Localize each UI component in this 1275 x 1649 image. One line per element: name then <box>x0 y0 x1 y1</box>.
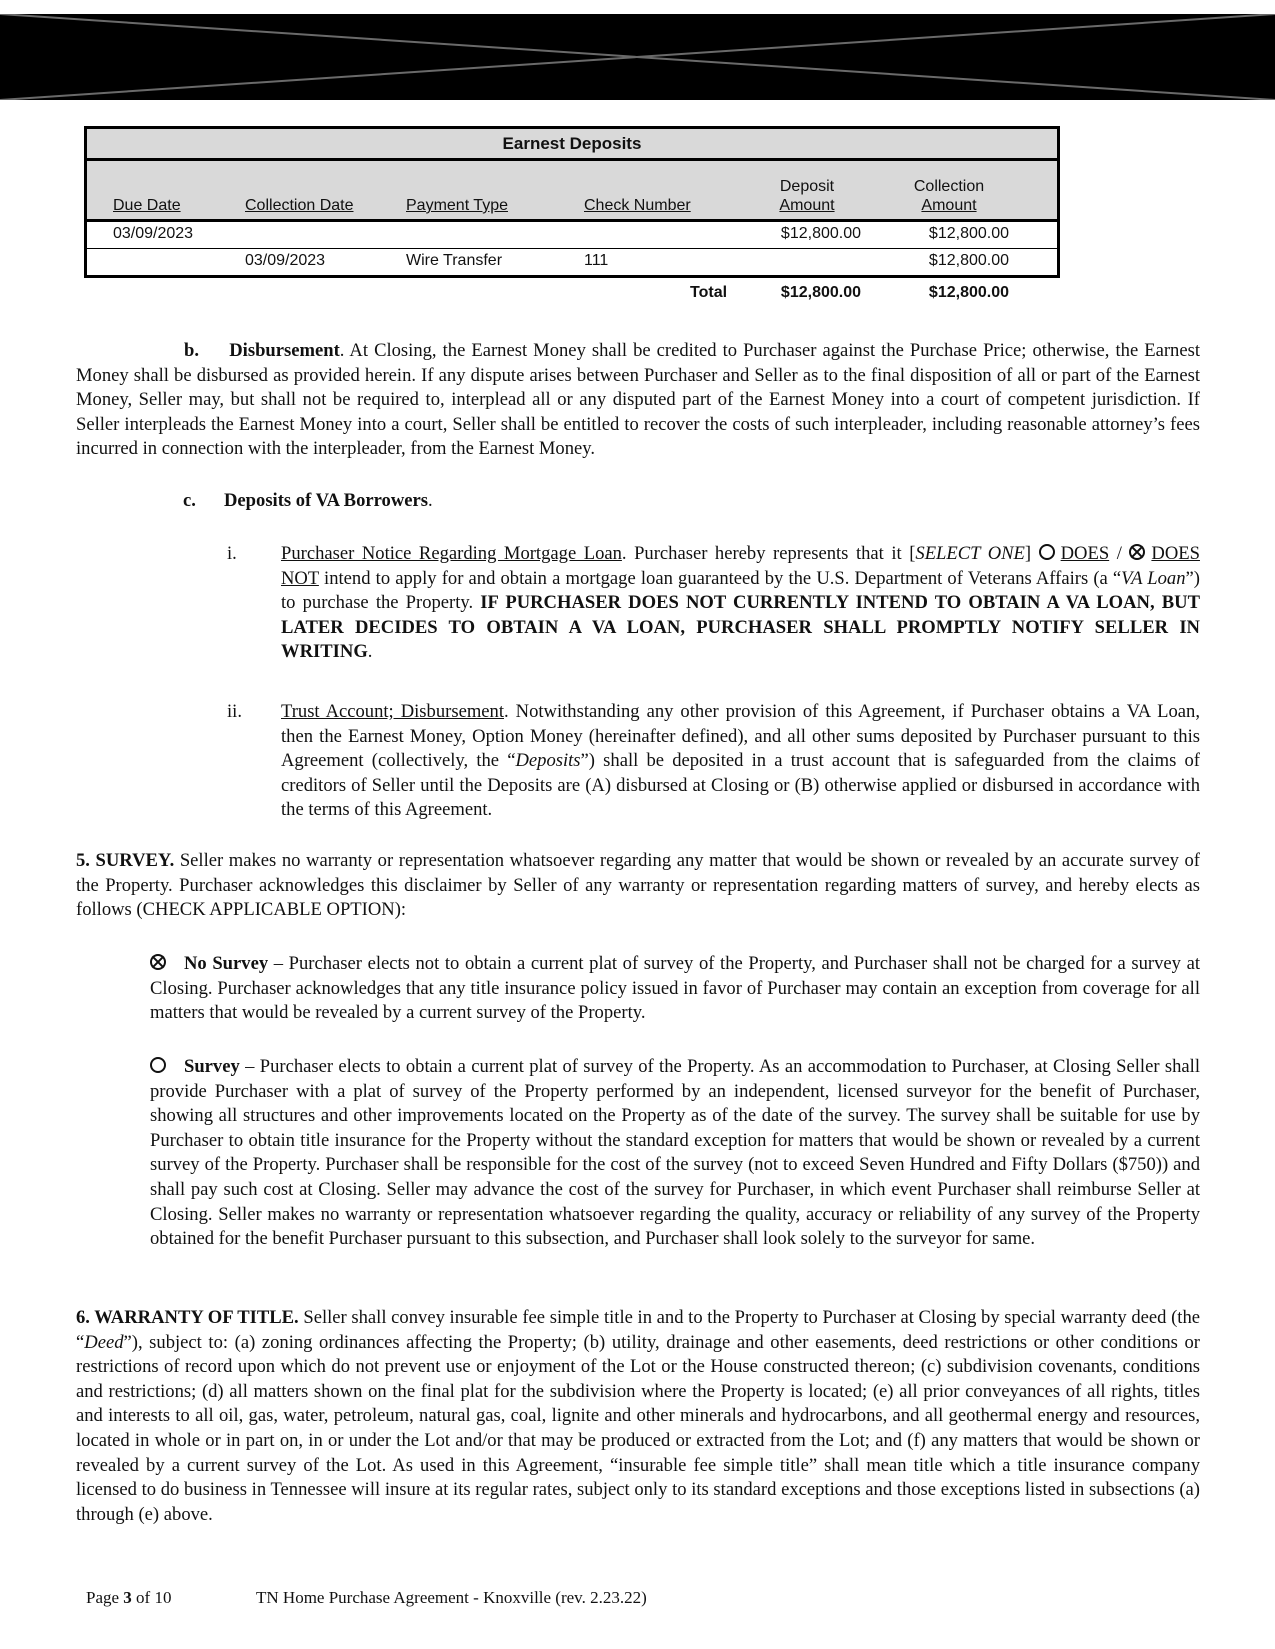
no-survey-radio-checked[interactable] <box>150 954 166 970</box>
section-b-heading: Disbursement <box>229 340 340 361</box>
section-b-text: . At Closing, the Earnest Money shall be credited to Purchaser against the Purchase Price; otherwise, the Earnest Money shall be disbursed as provided herein. If any dispute arises between Purchaser and Seller as to the final disposition of all or part of the Earnest Money, Seller may, but shall not be required to, interplead all or any disputed part of the Earnest Money into a court of competent jurisdiction. If Seller interpleads the Earnest Money into a court, Seller shall be entitled to recover the costs of such interpleader, including reasonable attorney’s fees incurred in connection with the interpleader, from the Earnest Money. <box>76 340 1200 460</box>
page-footer <box>86 1588 647 1608</box>
col-due-date: Due Date <box>113 197 181 214</box>
col-collection-date: Collection Date <box>245 197 354 214</box>
col-deposit-amount: Deposit Amount <box>779 178 835 214</box>
table-total-row <box>84 278 1060 308</box>
section-5-heading: 5. SURVEY. <box>76 850 175 871</box>
section-c-heading: Deposits of VA Borrowers. <box>224 490 433 511</box>
total-label: Total <box>690 284 728 301</box>
cell-payment-type: Wire Transfer <box>406 252 503 269</box>
cell-due-date: 03/09/2023 <box>113 225 194 242</box>
survey-radio[interactable] <box>150 1057 166 1073</box>
item-ii-trust-account: Trust Account; Disbursement. Notwithstanding any other provision of this Agreement, if Purchaser obtains a VA Loan, then the Earnest Money, Option Money (hereinafter defined), and all other sums deposited by Purchaser pursuant to this Agreement (collectively, the “Deposits”) shall be deposited in a trust account that is safeguarded from the claims of creditors of Seller until the Deposits are (A) disbursed at Closing or (B) otherwise applied or disbursed in accordance with the terms of this Agreement. <box>281 701 1200 821</box>
section-b-disbursement <box>76 339 1200 462</box>
item-i-purchaser-notice: Purchaser Notice Regarding Mortgage Loan. Purchaser hereby represents that it [SELECT ONE] DOES / DOES NOT intend to apply for and obtain a mortgage loan guaranteed by the U.S. Department of Veterans Affairs (a “VA Loan”) to purchase the Property. IF PURCHASER DOES NOT CURRENTLY INTEND TO OBTAIN A VA LOAN, BUT LATER DECIDES TO OBTAIN A VA LOAN, PURCHASER SHALL PROMPTLY NOTIFY SELLER IN WRITING. <box>281 543 1200 663</box>
col-check-number: Check Number <box>584 197 691 214</box>
table-header-row <box>87 161 1057 222</box>
header-image-placeholder <box>0 14 1275 100</box>
does-not-radio-checked[interactable] <box>1129 544 1145 560</box>
does-not-option-label: DOES NOT <box>281 543 1200 589</box>
table-row <box>87 222 1057 249</box>
va-loan-notice: IF PURCHASER DOES NOT CURRENTLY INTEND TO OBTAIN A VA LOAN, BUT LATER DECIDES TO OBTAIN A VA LOAN, PURCHASER SHALL PROMPTLY NOTIFY SELLER IN WRITING <box>281 592 1200 663</box>
earnest-deposits-table <box>84 126 1060 308</box>
table-row <box>87 249 1057 275</box>
cell-collection-amount: $12,800.00 <box>928 225 1009 242</box>
option-no-survey: No Survey – Purchaser elects not to obtain a current plat of survey of the Property, and Purchaser shall not be charged for a survey at Closing. Purchaser acknowledges that any title insurance policy issued in favor of Purchaser may contain an exception from coverage for all matters that would be revealed by a current survey of the Property. <box>150 953 1201 1024</box>
does-radio[interactable] <box>1039 544 1055 560</box>
section-5-survey: 5. SURVEY. Seller makes no warranty or representation whatsoever regarding any matter that would be shown or revealed by an accurate survey of the Property. Purchaser acknowledges this disclaimer by Seller of any warranty or representation regarding matters of survey, and hereby elects as follows (CHECK APPLICABLE OPTION): <box>76 850 1200 921</box>
document-title: TN Home Purchase Agreement - Knoxville (rev. 2.23.22) <box>256 1588 647 1607</box>
col-collection-amount: Collection Amount <box>913 178 985 214</box>
col-payment-type: Payment Type <box>406 197 508 214</box>
total-collection-amount: $12,800.00 <box>928 284 1009 301</box>
item-ii-label: ii. <box>227 701 242 722</box>
item-ii-heading: Trust Account; Disbursement <box>281 701 504 722</box>
page-indicator: Page 3 of 10 <box>86 1588 172 1607</box>
option-survey: Survey – Purchaser elects to obtain a current plat of survey of the Property. As an accommodation to Purchaser, at Closing Seller shall provide Purchaser with a plat of survey of the Property performed by an independent, licensed surveyor for the benefit of Purchaser, showing all structures and other improvements located on the Property as of the date of the survey. The survey shall be suitable for use by Purchaser to obtain title insurance for the Property without the standard exception for matters that would be shown or revealed by a current survey of the Property. Purchaser shall be responsible for the cost of the survey (not to exceed Seven Hundred and Fifty Dollars ($750)) and shall pay such cost at Closing. Seller may advance the cost of the survey for Purchaser, in which event Purchaser shall reimburse Seller at Closing. Seller makes no warranty or representation whatsoever regarding the quality, accuracy or reliability of any survey of the Property obtained for the benefit Purchaser pursuant to this subsection, and Purchaser shall look solely to the surveyor for same. <box>150 1056 1200 1250</box>
item-i-heading: Purchaser Notice Regarding Mortgage Loan <box>281 543 622 564</box>
total-deposit-amount: $12,800.00 <box>780 284 861 301</box>
table-title: Earnest Deposits <box>87 129 1057 161</box>
cell-collection-date: 03/09/2023 <box>245 252 326 269</box>
does-option-label: DOES <box>1060 543 1110 564</box>
item-i-label: i. <box>227 543 237 564</box>
survey-heading: Survey <box>184 1056 240 1077</box>
no-survey-heading: No Survey <box>184 953 269 974</box>
section-c-label: c. <box>183 490 196 511</box>
section-6-heading: 6. WARRANTY OF TITLE. <box>76 1307 299 1328</box>
section-b-label: b. <box>184 340 199 361</box>
cell-deposit-amount: $12,800.00 <box>780 225 861 242</box>
section-6-warranty-of-title: 6. WARRANTY OF TITLE. Seller shall convey insurable fee simple title in and to the Property to Purchaser at Closing by special warranty deed (the “Deed”), subject to: (a) zoning ordinances affecting the Property; (b) utility, drainage and other easements, deed restrictions or other conditions or restrictions of record upon which do not prevent use or enjoyment of the Lot or the House constructed thereon; (c) subdivision covenants, conditions and restrictions; (d) all matters shown on the final plat for the subdivision where the Property is located; (e) all prior conveyances of all rights, titles and interests to all oil, gas, water, petroleum, natural gas, coal, lignite and other minerals and hydrocarbons, and all geothermal energy and resources, located in whole or in part on, in or under the Lot and/or that may be produced or extracted from the Lot; and (f) any matters that would be shown or revealed by a current survey of the Lot. As used in this Agreement, “insurable fee simple title” shall mean title which a title insurance company licensed to do business in Tennessee will insure at its regular rates, subject only to its standard exceptions and those exceptions listed in subsections (a) through (e) above. <box>76 1307 1201 1525</box>
cell-collection-amount: $12,800.00 <box>928 252 1009 269</box>
cell-check-number: 111 <box>584 252 609 269</box>
image-placeholder-icon <box>0 14 1275 100</box>
